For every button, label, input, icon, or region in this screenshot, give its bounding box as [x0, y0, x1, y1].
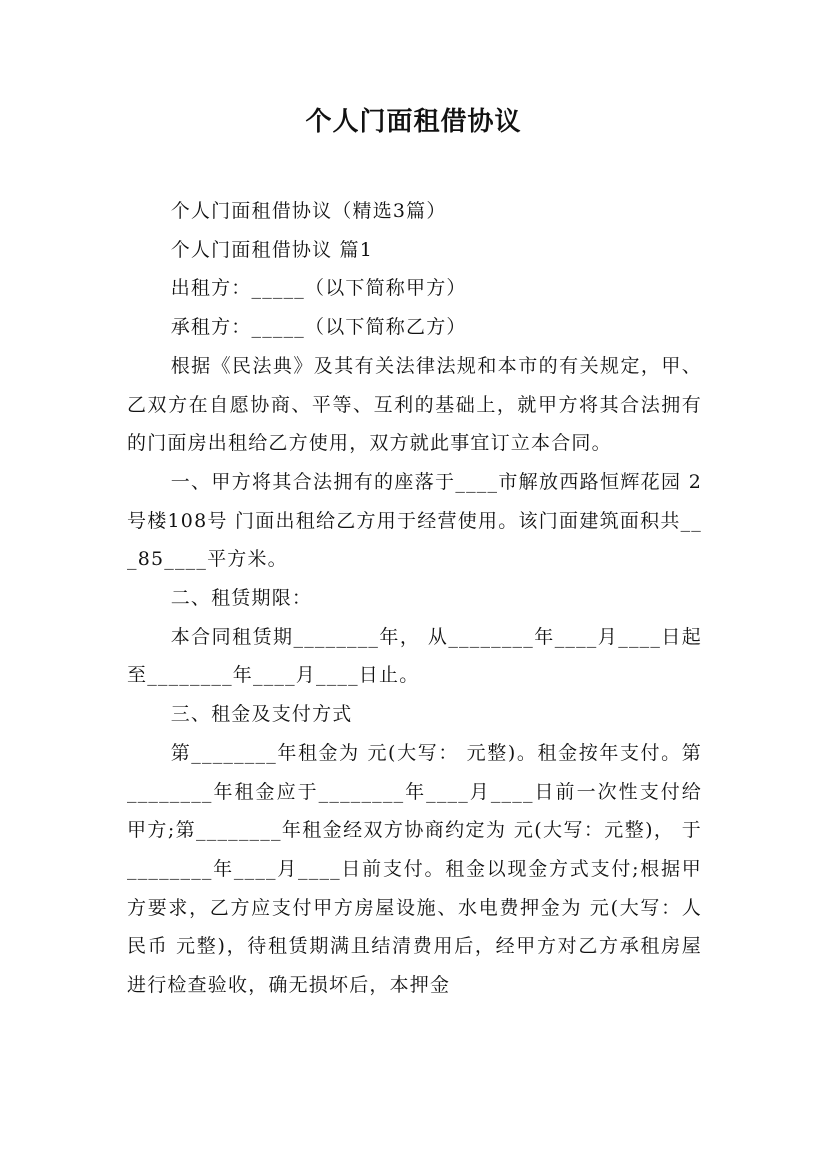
clause-heading-lease-term: 二、租赁期限：	[170, 587, 313, 610]
lessee-line: 承租方：_____（以下简称乙方）	[170, 316, 467, 339]
lessor-line: 出租方：_____（以下简称甲方）	[170, 277, 467, 300]
clause-lease-term: 本合同租赁期________年， 从________年____月____日起至________年____月____日止。	[127, 625, 702, 687]
document-title: 个人门面租借协议	[305, 107, 522, 137]
clause-rent-payment: 第________年租金为 元(大写： 元整)。租金按年支付。第________年租金应于________年____月____日前一次性支付给甲方;第________年租金经双方协商约定为 元(大写：元整)， 于________年____月____日前支付。租金以现金方式支付;根据甲方要求，乙方应支付甲方房屋设施、水电费押金为 元(大写：人民币 元整)，待租赁期满且结清费用后，经甲方对乙方承租房屋进行检查验收，确无损坏后，本押金	[127, 741, 702, 997]
section-heading: 个人门面租借协议 篇1	[170, 238, 374, 261]
document-subtitle: 个人门面租借协议（精选3篇）	[170, 200, 447, 222]
document-body	[127, 192, 702, 1005]
clause-heading-rent: 三、租金及支付方式	[170, 703, 353, 726]
preamble-paragraph: 根据《民法典》及其有关法律法规和本市的有关规定，甲、乙双方在自愿协商、平等、互利的基础上，就甲方将其合法拥有的门面房出租给乙方使用，双方就此事宜订立本合同。	[127, 354, 702, 455]
clause-premises: 一、甲方将其合法拥有的座落于____市解放西路恒辉花园 2号楼108号 门面出租给乙方用于经营使用。该门面建筑面积共___85____平方米。	[127, 470, 702, 571]
